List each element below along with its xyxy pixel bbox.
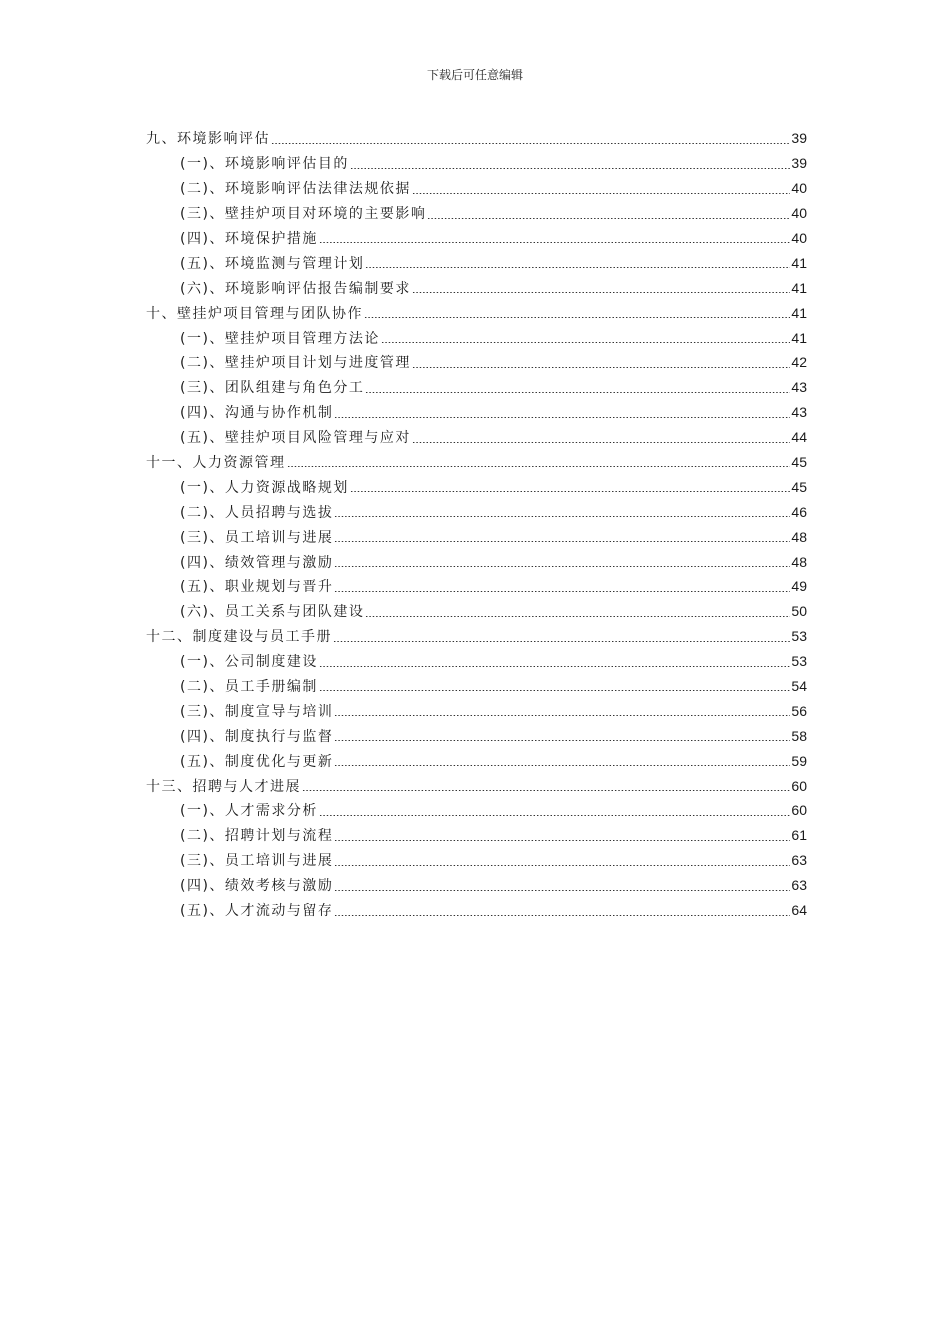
toc-dot-leader xyxy=(334,890,790,891)
toc-entry-title: (五)、环境监测与管理计划 xyxy=(180,255,365,272)
toc-dot-leader xyxy=(365,267,790,268)
toc-dot-leader xyxy=(334,516,790,517)
toc-dot-leader xyxy=(271,143,790,144)
toc-page-number: 44 xyxy=(791,429,807,446)
toc-entry-title: (一)、壁挂炉项目管理方法论 xyxy=(180,330,380,347)
toc-page-number: 41 xyxy=(791,279,807,296)
toc-entry-title: 十、壁挂炉项目管理与团队协作 xyxy=(146,305,363,322)
toc-section-entry[interactable] xyxy=(146,698,807,723)
toc-dot-leader xyxy=(427,218,790,219)
toc-entry-title: (二)、招聘计划与流程 xyxy=(180,828,334,845)
toc-page-number: 63 xyxy=(791,877,807,894)
toc-section-entry[interactable] xyxy=(146,275,807,300)
toc-section-entry[interactable] xyxy=(146,898,807,923)
toc-entry-title: (三)、壁挂炉项目对环境的主要影响 xyxy=(180,206,427,223)
toc-page-number: 50 xyxy=(791,603,807,620)
toc-entry-title: (四)、制度执行与监督 xyxy=(180,728,334,745)
toc-page-number: 41 xyxy=(791,304,807,321)
toc-dot-leader xyxy=(333,641,790,642)
toc-entry-title: (三)、团队组建与角色分工 xyxy=(180,380,365,397)
toc-page-number: 61 xyxy=(791,827,807,844)
toc-dot-leader xyxy=(334,740,790,741)
toc-section-entry[interactable] xyxy=(146,723,807,748)
toc-dot-leader xyxy=(412,367,790,368)
toc-section-entry[interactable] xyxy=(146,201,807,226)
toc-dot-leader xyxy=(302,790,790,791)
toc-entry-title: (五)、壁挂炉项目风险管理与应对 xyxy=(180,430,411,447)
toc-page-number: 60 xyxy=(791,777,807,794)
toc-page-number: 39 xyxy=(791,155,807,172)
toc-entry-title: (六)、员工关系与团队建设 xyxy=(180,604,365,621)
toc-dot-leader xyxy=(319,242,790,243)
toc-entry-title: (四)、绩效管理与激励 xyxy=(180,554,334,571)
toc-page-number: 42 xyxy=(791,354,807,371)
toc-section-entry[interactable] xyxy=(146,873,807,898)
toc-page-number: 40 xyxy=(791,230,807,246)
toc-dot-leader xyxy=(319,815,790,816)
toc-entry-title: (二)、人员招聘与选拔 xyxy=(180,504,334,521)
toc-page-number: 46 xyxy=(791,503,807,520)
toc-entry-title: (四)、绩效考核与激励 xyxy=(180,878,334,895)
toc-section-entry[interactable] xyxy=(146,425,807,450)
toc-entry-title: (一)、人力资源战略规划 xyxy=(180,479,349,496)
toc-section-entry[interactable] xyxy=(146,649,807,674)
toc-page-number: 59 xyxy=(791,752,807,769)
toc-entry-title: (三)、制度宣导与培训 xyxy=(180,703,334,720)
toc-entry-title: (五)、人才流动与留存 xyxy=(180,903,334,920)
toc-page-number: 53 xyxy=(791,653,807,670)
toc-page-number: 58 xyxy=(791,727,807,744)
toc-dot-leader xyxy=(334,765,790,766)
toc-dot-leader xyxy=(334,865,790,866)
toc-section-entry[interactable] xyxy=(146,151,807,176)
toc-page-number: 43 xyxy=(791,404,807,421)
toc-section-entry[interactable] xyxy=(146,400,807,425)
toc-section-entry[interactable] xyxy=(146,375,807,400)
toc-section-entry[interactable] xyxy=(146,823,807,848)
toc-entry-title: (二)、员工手册编制 xyxy=(180,679,318,696)
toc-dot-leader xyxy=(319,690,790,691)
toc-page-number: 40 xyxy=(791,180,807,197)
toc-dot-leader xyxy=(287,466,791,467)
header-note: 下载后可任意编辑 xyxy=(426,68,523,82)
toc-page-number: 54 xyxy=(791,678,807,695)
toc-chapter-entry[interactable] xyxy=(146,450,807,475)
toc-dot-leader xyxy=(365,392,790,393)
toc-section-entry[interactable] xyxy=(146,176,807,201)
toc-entry-title: 九、环境影响评估 xyxy=(146,131,270,148)
toc-dot-leader xyxy=(412,193,790,194)
toc-section-entry[interactable] xyxy=(146,798,807,823)
toc-chapter-entry[interactable] xyxy=(146,300,807,325)
toc-dot-leader xyxy=(365,616,790,617)
toc-chapter-entry[interactable] xyxy=(146,773,807,798)
toc-dot-leader xyxy=(334,417,790,418)
toc-dot-leader xyxy=(334,591,790,592)
toc-page-number: 63 xyxy=(791,852,807,869)
toc-page-number: 64 xyxy=(791,902,807,919)
toc-dot-leader xyxy=(334,541,790,542)
toc-entry-title: (三)、员工培训与进展 xyxy=(180,853,334,870)
toc-section-entry[interactable] xyxy=(146,574,807,599)
toc-page-number: 60 xyxy=(791,802,807,819)
toc-dot-leader xyxy=(334,715,790,716)
toc-section-entry[interactable] xyxy=(146,848,807,873)
toc-section-entry[interactable] xyxy=(146,524,807,549)
toc-section-entry[interactable] xyxy=(146,350,807,375)
toc-section-entry[interactable] xyxy=(146,748,807,773)
toc-entry-title: 十一、人力资源管理 xyxy=(146,455,286,472)
toc-page-number: 41 xyxy=(791,254,807,271)
toc-entry-title: (五)、职业规划与晋升 xyxy=(180,579,334,596)
toc-entry-title: (四)、环境保护措施 xyxy=(180,231,318,247)
toc-entry-title: (一)、公司制度建设 xyxy=(180,654,318,671)
toc-entry-title: (六)、环境影响评估报告编制要求 xyxy=(180,280,411,297)
toc-page-number: 41 xyxy=(791,329,807,346)
toc-dot-leader xyxy=(319,666,790,667)
toc-page-number: 48 xyxy=(791,528,807,545)
toc-chapter-entry[interactable] xyxy=(146,126,807,151)
toc-entry-title: (五)、制度优化与更新 xyxy=(180,753,334,770)
toc-page-number: 48 xyxy=(791,553,807,570)
toc-dot-leader xyxy=(412,292,790,293)
toc-entry-title: (三)、员工培训与进展 xyxy=(180,529,334,546)
toc-page-number: 56 xyxy=(791,702,807,719)
toc-section-entry[interactable] xyxy=(146,226,807,251)
toc-entry-title: (一)、人才需求分析 xyxy=(180,803,318,820)
toc-dot-leader xyxy=(334,840,790,841)
toc-chapter-entry[interactable] xyxy=(146,624,807,649)
toc-section-entry[interactable] xyxy=(146,474,807,499)
toc-dot-leader xyxy=(350,168,790,169)
toc-dot-leader xyxy=(364,317,790,318)
toc-section-entry[interactable] xyxy=(146,674,807,699)
toc-section-entry[interactable] xyxy=(146,325,807,350)
toc-page-number: 53 xyxy=(791,628,807,645)
toc-page-number: 43 xyxy=(791,379,807,396)
toc-entry-title: (一)、环境影响评估目的 xyxy=(180,156,349,173)
toc-entry-title: 十二、制度建设与员工手册 xyxy=(146,629,332,646)
table-of-contents xyxy=(146,126,807,923)
toc-entry-title: (四)、沟通与协作机制 xyxy=(180,405,334,422)
toc-entry-title: 十三、招聘与人才进展 xyxy=(146,778,301,795)
toc-dot-leader xyxy=(381,342,790,343)
toc-section-entry[interactable] xyxy=(146,499,807,524)
toc-section-entry[interactable] xyxy=(146,549,807,574)
toc-section-entry[interactable] xyxy=(146,599,807,624)
toc-entry-title: (二)、壁挂炉项目计划与进度管理 xyxy=(180,355,411,372)
toc-page-number: 49 xyxy=(791,578,807,595)
toc-entry-title: (二)、环境影响评估法律法规依据 xyxy=(180,181,411,198)
toc-dot-leader xyxy=(334,915,790,916)
toc-page-number: 39 xyxy=(791,130,807,147)
toc-page-number: 40 xyxy=(791,205,807,222)
toc-section-entry[interactable] xyxy=(146,250,807,275)
toc-page-number: 45 xyxy=(791,454,807,471)
toc-page-number: 45 xyxy=(791,478,807,495)
toc-dot-leader xyxy=(412,442,790,443)
toc-dot-leader xyxy=(350,491,790,492)
toc-dot-leader xyxy=(334,566,790,567)
